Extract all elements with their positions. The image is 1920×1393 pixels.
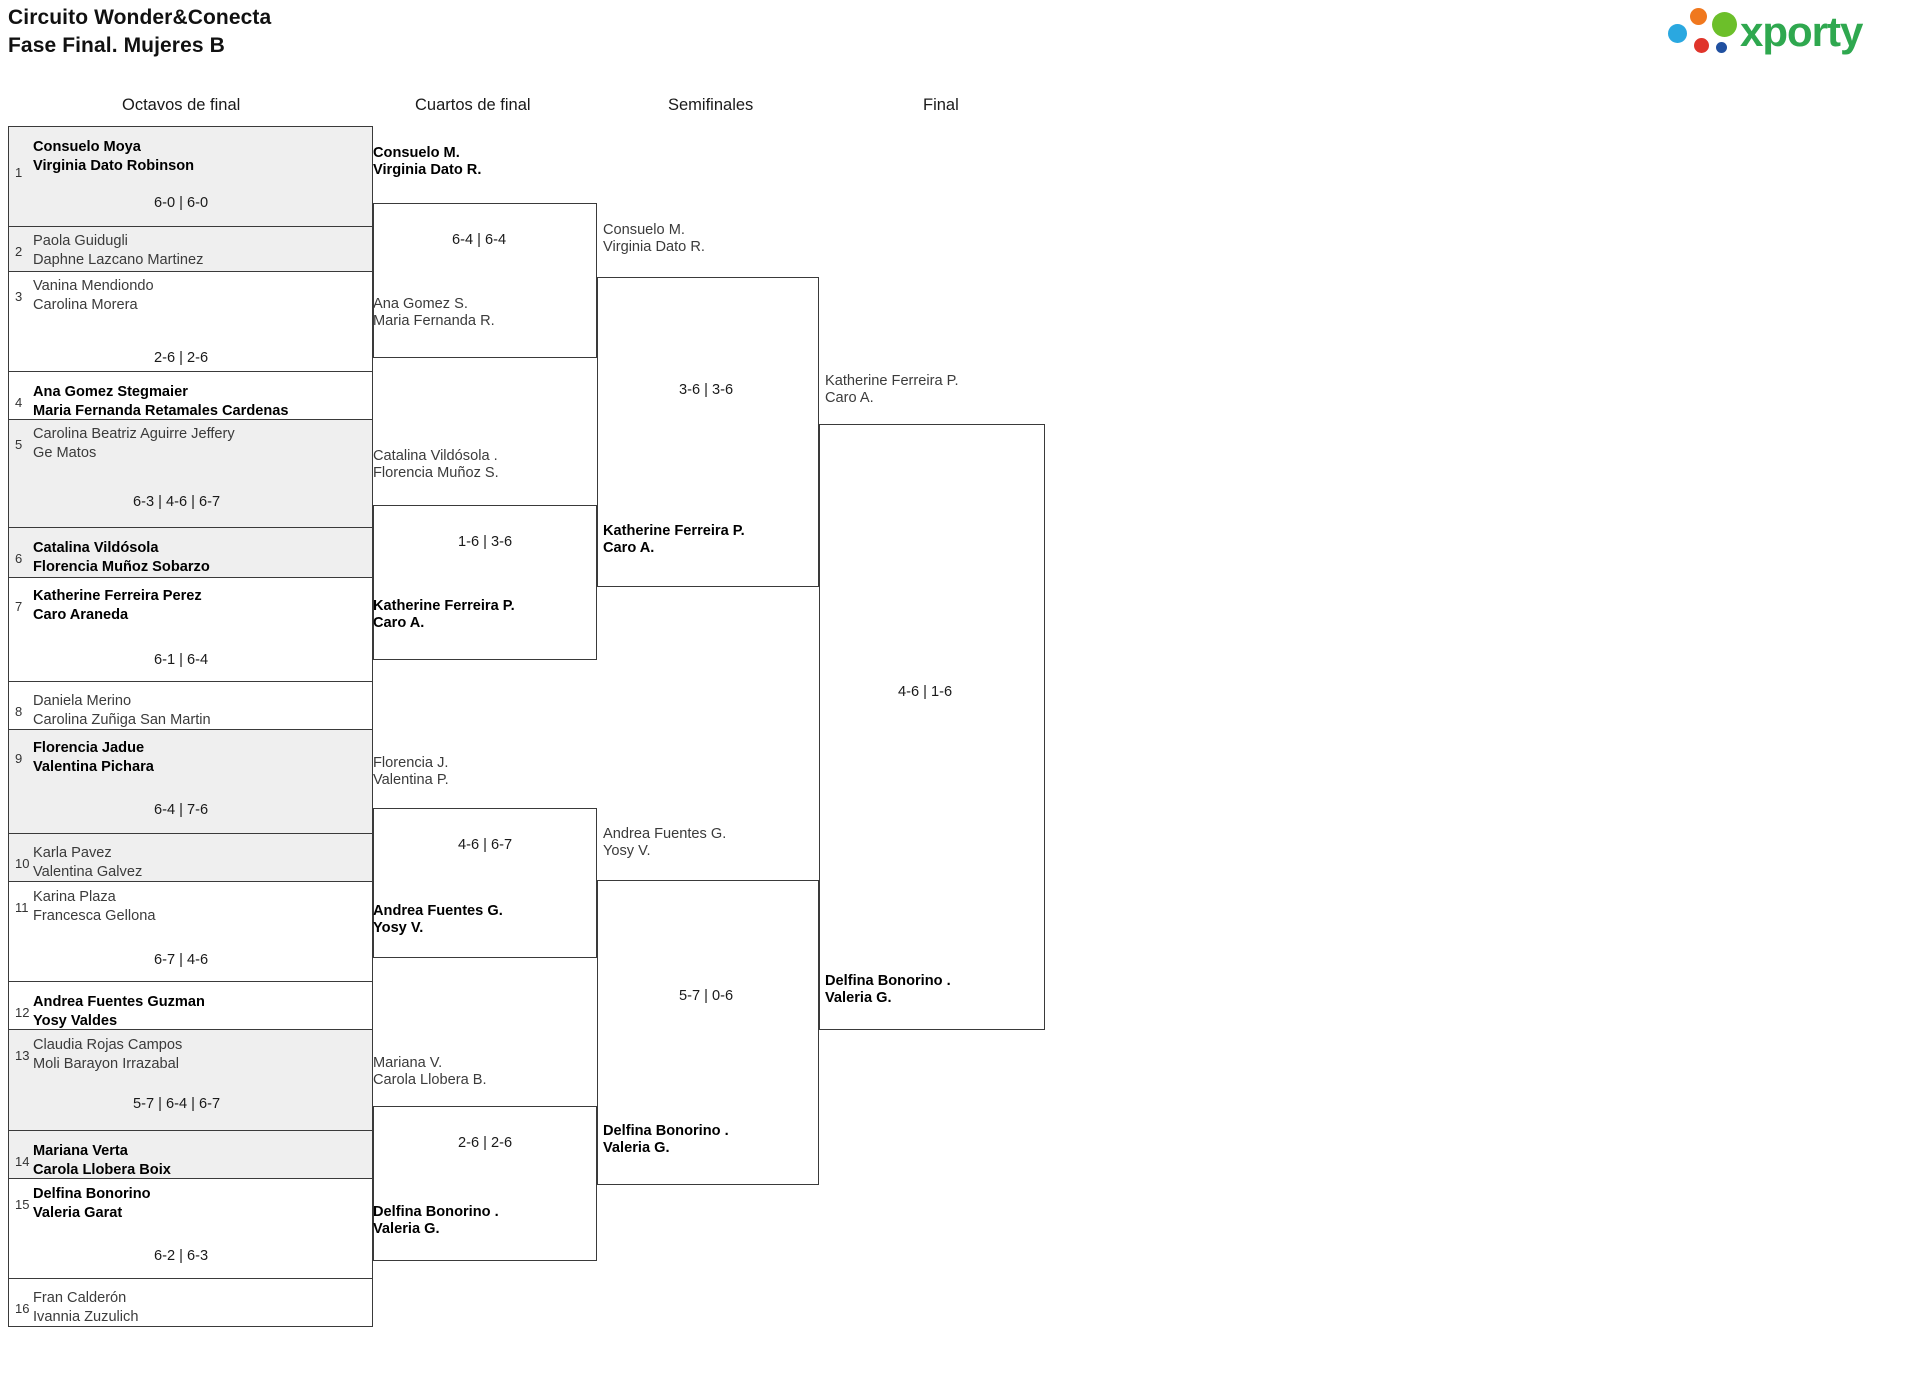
xporty-logo <box>1662 6 1902 62</box>
match-score: 6-3 | 4-6 | 6-7 <box>133 494 221 510</box>
player-name: Katherine Ferreira P. <box>373 598 515 614</box>
player-name: Delfina Bonorino . <box>825 973 951 989</box>
player-name: Katherine Ferreira P. <box>825 373 959 389</box>
seed-number: 14 <box>15 1154 30 1169</box>
player-name: Ivannia Zuzulich <box>33 1309 139 1325</box>
logo-dot-darkblue <box>1716 42 1727 53</box>
match-score: 6-7 | 4-6 <box>154 952 209 968</box>
player-name: Caro Araneda <box>33 607 129 623</box>
seed-number: 10 <box>15 856 30 871</box>
player-name: Ana Gomez S. <box>373 296 468 312</box>
player-name: Florencia J. <box>373 755 449 771</box>
match-score: 3-6 | 3-6 <box>679 382 734 398</box>
player-name: Maria Fernanda R. <box>373 312 495 329</box>
player-name: Virginia Dato Robinson <box>33 158 195 174</box>
player-name: Maria Fernanda Retamales Cardenas <box>33 403 289 419</box>
player-name: Yosy V. <box>603 842 651 859</box>
seed-number: 1 <box>15 165 23 180</box>
title-line-1: Circuito Wonder&Conecta <box>8 6 272 29</box>
player-name: Carolina Beatriz Aguirre Jeffery <box>33 426 235 442</box>
r16-cell-1[interactable] <box>8 126 373 227</box>
player-name: Mariana Verta <box>33 1143 128 1159</box>
player-name: Andrea Fuentes G. <box>373 903 503 919</box>
player-name: Delfina Bonorino . <box>373 1204 499 1220</box>
player-name: Valeria G. <box>373 1220 440 1237</box>
match-score: 5-7 | 6-4 | 6-7 <box>133 1096 221 1112</box>
player-name: Vanina Mendiondo <box>33 278 154 294</box>
player-name: Yosy V. <box>373 919 424 936</box>
match-score: 6-4 | 7-6 <box>154 802 209 818</box>
player-name: Katherine Ferreira Perez <box>33 588 202 604</box>
player-name: Carola Llobera B. <box>373 1071 487 1088</box>
match-score: 2-6 | 2-6 <box>458 1135 513 1151</box>
match-score: 2-6 | 2-6 <box>154 350 209 366</box>
player-name: Ana Gomez Stegmaier <box>33 384 188 400</box>
match-score: 4-6 | 1-6 <box>898 684 953 700</box>
player-name: Florencia Muñoz S. <box>373 464 499 481</box>
player-name: Katherine Ferreira P. <box>603 523 745 539</box>
player-name: Consuelo Moya <box>33 139 141 155</box>
qf-match-1[interactable] <box>373 203 597 358</box>
match-score: 1-6 | 3-6 <box>458 534 513 550</box>
player-name: Valentina Pichara <box>33 759 154 775</box>
qf-player-pair <box>373 296 495 330</box>
match-score: 4-6 | 6-7 <box>458 837 513 853</box>
qf-player-pair <box>373 1055 487 1089</box>
round-heading-final: Final <box>923 96 959 114</box>
round-heading-semis: Semifinales <box>668 96 754 114</box>
seed-number: 5 <box>15 437 23 452</box>
player-name: Carolina Morera <box>33 297 138 313</box>
final-match[interactable] <box>819 424 1045 1030</box>
player-name: Consuelo M. <box>373 145 460 161</box>
title-line-2: Fase Final. Mujeres B <box>8 33 225 57</box>
player-name: Daphne Lazcano Martinez <box>33 252 204 268</box>
r16-cell-2[interactable] <box>8 227 373 272</box>
match-score: 6-4 | 6-4 <box>452 232 507 248</box>
player-name: Valeria G. <box>603 1139 670 1156</box>
r16-cell-16[interactable] <box>8 1279 373 1327</box>
logo-dot-blue <box>1668 24 1687 43</box>
qf-player-pair <box>373 903 503 937</box>
player-name: Valeria G. <box>825 989 892 1006</box>
player-name: Karina Plaza <box>33 889 116 905</box>
r16-cell-13[interactable] <box>8 1030 373 1131</box>
player-name: Caro A. <box>825 389 874 406</box>
round-heading-octavos: Octavos de final <box>122 96 241 114</box>
match-score: 5-7 | 0-6 <box>679 988 734 1004</box>
player-name: Catalina Vildósola . <box>373 448 498 464</box>
sf-player-pair <box>603 826 726 860</box>
player-name: Consuelo M. <box>603 222 685 238</box>
player-name: Yosy Valdes <box>33 1013 118 1029</box>
logo-dot-red <box>1694 38 1709 53</box>
logo-dot-orange <box>1690 8 1707 25</box>
player-name: Delfina Bonorino <box>33 1186 151 1202</box>
player-name: Fran Calderón <box>33 1290 127 1306</box>
r16-cell-12[interactable] <box>8 982 373 1030</box>
seed-number: 2 <box>15 244 23 259</box>
match-score: 6-0 | 6-0 <box>154 195 209 211</box>
qf-player-pair <box>373 448 499 482</box>
seed-number: 12 <box>15 1005 30 1020</box>
player-name: Virginia Dato R. <box>603 238 705 255</box>
seed-number: 16 <box>15 1301 30 1316</box>
player-name: Karla Pavez <box>33 845 112 861</box>
r16-cell-9[interactable] <box>8 730 373 834</box>
player-name: Virginia Dato R. <box>373 161 482 178</box>
seed-number: 4 <box>15 395 23 410</box>
seed-number: 3 <box>15 289 23 304</box>
player-name: Carola Llobera Boix <box>33 1162 171 1178</box>
seed-number: 8 <box>15 704 23 719</box>
player-name: Daniela Merino <box>33 693 132 709</box>
seed-number: 9 <box>15 751 23 766</box>
qf-player-pair <box>373 1204 499 1238</box>
player-name: Florencia Muñoz Sobarzo <box>33 559 210 575</box>
player-name: Florencia Jadue <box>33 740 145 756</box>
round-heading-cuartos: Cuartos de final <box>415 96 531 114</box>
player-name: Valentina Galvez <box>33 864 143 880</box>
r16-cell-10[interactable] <box>8 834 373 882</box>
player-name: Valeria Garat <box>33 1205 123 1221</box>
final-player-pair <box>825 373 959 407</box>
match-score: 6-1 | 6-4 <box>154 652 209 668</box>
qf-player-pair <box>373 598 515 632</box>
sf-player-pair <box>603 1123 729 1157</box>
page-title <box>8 4 271 59</box>
player-name: Andrea Fuentes G. <box>603 826 727 842</box>
seed-number: 7 <box>15 599 23 614</box>
r16-cell-8[interactable] <box>8 682 373 730</box>
seed-number: 13 <box>15 1048 30 1063</box>
logo-dot-green <box>1712 12 1737 37</box>
player-name: Ge Matos <box>33 445 97 461</box>
player-name: Moli Barayon Irrazabal <box>33 1056 180 1072</box>
player-name: Valentina P. <box>373 771 449 788</box>
match-score: 6-2 | 6-3 <box>154 1248 209 1264</box>
player-name: Andrea Fuentes Guzman <box>33 994 205 1010</box>
final-player-pair <box>825 973 951 1007</box>
r16-cell-14[interactable] <box>8 1131 373 1179</box>
player-name: Paola Guidugli <box>33 233 128 249</box>
seed-number: 11 <box>15 900 29 915</box>
r16-cell-5[interactable] <box>8 420 373 528</box>
r16-cell-15[interactable] <box>8 1179 373 1279</box>
qf-player-pair <box>373 145 481 179</box>
logo-wordmark: xporty <box>1740 8 1863 55</box>
player-name: Francesca Gellona <box>33 908 156 924</box>
player-name: Mariana V. <box>373 1055 443 1071</box>
r16-cell-4[interactable] <box>8 372 373 420</box>
player-name: Claudia Rojas Campos <box>33 1037 183 1053</box>
sf-player-pair <box>603 523 745 557</box>
player-name: Catalina Vildósola <box>33 540 159 556</box>
r16-cell-6[interactable] <box>8 528 373 578</box>
player-name: Carolina Zuñiga San Martin <box>33 712 211 728</box>
player-name: Caro A. <box>373 614 425 631</box>
player-name: Delfina Bonorino . <box>603 1123 729 1139</box>
player-name: Caro A. <box>603 539 655 556</box>
seed-number: 6 <box>15 551 23 566</box>
seed-number: 15 <box>15 1197 30 1212</box>
qf-player-pair <box>373 755 449 789</box>
sf-player-pair <box>603 222 705 256</box>
qf-match-2[interactable] <box>373 505 597 660</box>
